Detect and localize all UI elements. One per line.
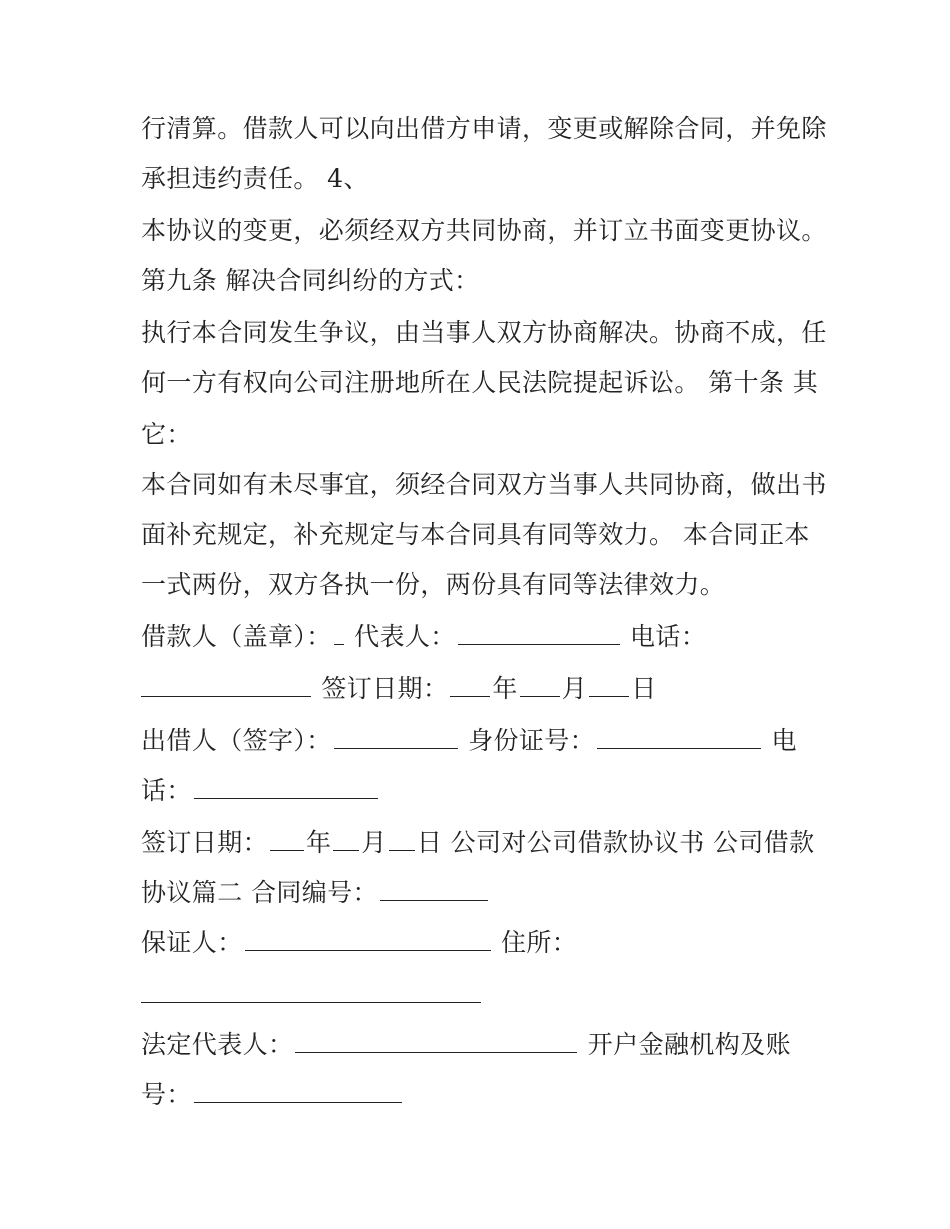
account-row <box>141 1080 404 1110</box>
body-line-8: 本合同如有未尽事宜，须经合同双方当事人共同协商，做出书 <box>141 470 827 499</box>
lender-year-label: 年 <box>306 828 332 857</box>
id-number-blank[interactable] <box>597 726 761 749</box>
borrower-seal-blank[interactable] <box>334 622 344 645</box>
guarantor-label: 保证人： <box>141 928 243 957</box>
body-line-2: 承担违约责任。 4、 <box>141 164 369 193</box>
agreement-title: 公司对公司借款协议书 公司借款 <box>450 828 815 857</box>
body-line-5: 执行本合同发生争议，由当事人双方协商解决。协商不成，任 <box>141 318 827 347</box>
borrower-row <box>141 622 706 652</box>
lender-row <box>141 726 797 756</box>
lender-year-blank[interactable] <box>270 828 304 851</box>
year-label: 年 <box>492 674 518 703</box>
contract-number-blank[interactable] <box>380 878 488 901</box>
year-blank[interactable] <box>450 674 490 697</box>
lender-sign-date-label: 签订日期： <box>141 828 269 857</box>
lender-day-label: 日 <box>416 828 443 857</box>
borrower-label: 借款人（盖章）： <box>141 622 332 651</box>
day-blank[interactable] <box>589 674 629 697</box>
month-blank[interactable] <box>520 674 560 697</box>
representative-blank[interactable] <box>458 622 620 645</box>
body-line-10: 一式两份，双方各执一份，两份具有同等法律效力。 <box>141 570 726 599</box>
lender-month-blank[interactable] <box>333 828 359 851</box>
bank-label: 开户金融机构及账 <box>587 1030 791 1059</box>
body-line-1: 行清算。借款人可以向出借方申请，变更或解除合同，并免除 <box>141 114 827 143</box>
body-line-6: 何一方有权向公司注册地所在人民法院提起诉讼。 第十条 其 <box>141 368 819 397</box>
lender-phone-row <box>141 776 380 806</box>
account-label: 号： <box>141 1080 192 1109</box>
address-label: 住所： <box>500 928 578 957</box>
address-blank[interactable] <box>141 980 481 1003</box>
guarantor-row <box>141 928 577 958</box>
month-label: 月 <box>561 674 588 703</box>
legal-rep-label: 法定代表人： <box>141 1030 294 1059</box>
lender-day-blank[interactable] <box>389 828 415 851</box>
lender-phone-label-part2: 话： <box>141 776 192 805</box>
body-line-9: 面补充规定，补充规定与本合同具有同等效力。 本合同正本 <box>141 520 810 549</box>
legal-rep-row <box>141 1030 791 1060</box>
lender-date-row <box>141 828 815 858</box>
borrower-date-row <box>141 674 657 704</box>
address-row <box>141 980 483 1010</box>
id-number-label: 身份证号： <box>468 726 596 755</box>
lender-month-label: 月 <box>361 828 387 857</box>
lender-label: 出借人（签字）： <box>141 726 332 755</box>
body-line-7: 它： <box>141 420 192 449</box>
body-line-3: 本协议的变更，必须经双方共同协商，并订立书面变更协议。 <box>141 216 827 245</box>
contract-number-label: 协议篇二 合同编号： <box>141 878 378 907</box>
legal-rep-blank[interactable] <box>295 1030 577 1053</box>
phone-blank[interactable] <box>141 674 311 697</box>
representative-label: 代表人： <box>354 622 456 651</box>
day-label: 日 <box>631 674 657 703</box>
lender-phone-blank[interactable] <box>194 776 378 799</box>
phone-label: 电话： <box>630 622 707 651</box>
contract-number-row <box>141 878 490 908</box>
lender-phone-label-part1: 电 <box>771 726 797 755</box>
lender-signature-blank[interactable] <box>334 726 458 749</box>
article-9-heading: 第九条 解决合同纠纷的方式： <box>141 266 480 295</box>
sign-date-label: 签订日期： <box>321 674 449 703</box>
account-blank[interactable] <box>194 1080 402 1103</box>
guarantor-blank[interactable] <box>245 928 491 951</box>
